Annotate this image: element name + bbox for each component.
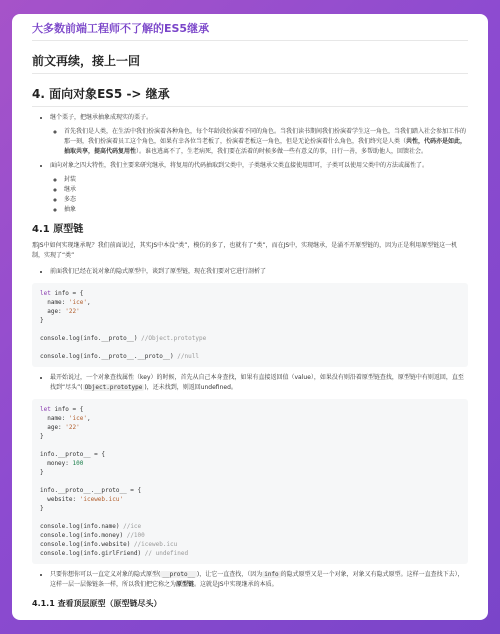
oop-divider — [32, 106, 468, 107]
code-block-2-token-1-0: name: — [40, 415, 69, 422]
heading-preface: 前文再续，接上一回 — [32, 54, 141, 68]
lookup-text-pre: 最开始说过，一个对象查找属性（key）的时候，首先从自己本身查找，如果有直接返回值（value），如果没有则沿着原型链查找，原型链中有则返回，直至找到“尽头”( — [50, 374, 464, 391]
heading-top-prototype: 4.1.1 查看顶层原型（原型链尽头） — [32, 599, 162, 608]
code-block-1-token-1-0: name: — [40, 299, 69, 306]
code-block-2-token-16-1: // undefined — [144, 550, 189, 557]
code-block-2-line-7 — [40, 468, 460, 477]
code-block-1-token-7-0: console.log(info.__proto__.__proto__) — [40, 353, 178, 360]
inline-code-proto: __proto__ — [162, 571, 195, 578]
code-block-1-line-4 — [40, 325, 460, 334]
oop-bullets — [32, 113, 468, 215]
code-block-1-line-3 — [40, 316, 460, 325]
example-subbullets — [50, 127, 468, 157]
code-block-1-token-7-1: //null — [177, 353, 199, 360]
code-block-2-line-4 — [40, 441, 460, 450]
bullet-proto-intro: • 前面我们已经在说对象的隐式原型中，谈到了原型链，现在我们要对它进行剖析了 — [50, 267, 468, 277]
lookup-text-post: )，还未找到，则返回undefined。 — [144, 384, 237, 391]
code-block-1-token-2-1: '22' — [65, 308, 80, 315]
summary-tail: 。这就是JS中实现继承的本质。 — [194, 581, 278, 588]
summary-pre: 只要你想你可以一直定义对象的隐式原型( — [50, 571, 161, 578]
code-block-1-token-1-1: 'ice' — [68, 299, 87, 306]
code-block-1-line-7 — [40, 352, 460, 361]
code-block-2-token-13-0: console.log(info.name) — [40, 523, 124, 530]
code-block-1-token-0-0: let — [40, 290, 51, 297]
code-block-2-line-0 — [40, 405, 460, 414]
code-block-2-token-14-0: console.log(info.money) — [40, 532, 127, 539]
bullet-example: • 继个栗子，把继承抽象成现实的栗子。 ◦ 首先我们是人类，在生活中我们扮演着各种角色，每个年龄段扮演着不同的角色。当我们读书期间我们扮演着学生这一角色，当我们踏入社会参加工作的那一刻，我们扮演着员工这个角色，如果有幸各位当老板了，扮演着老板这一角色，但是无论扮演着什么角色，我们终究是人类（共性，代码亦是如此，抽取共享，提高代码复用性）。谁也逃离不了，生老病死，我们要在活着的时候多做一些有意义的事，日行一善，多帮助他人，回馈社会。 — [50, 113, 468, 157]
code-block-2-token-13-1: //ice — [123, 523, 142, 530]
code-block-2-line-13 — [40, 522, 460, 531]
code-block-1-line-2 — [40, 307, 460, 316]
paragraph-prototype-chain: 那JS中如何实现继承呢？我们前面说过，其实JS中本没“类”，模仿的多了，也就有了“类”，而在JS中，实现继承，是涌不开原型链的，因为正是利用原型链这一机制，实现了“类” — [32, 242, 458, 259]
bullet-proto-chain-summary — [50, 570, 468, 590]
article-card — [12, 14, 488, 620]
code-block-2-line-11 — [40, 504, 460, 513]
code-block-2-token-0-2: info = { — [54, 406, 84, 413]
code-block-1-token-5-1: //Object.prototype — [141, 335, 207, 342]
trait-encapsulation: ◦ 封装 — [64, 175, 468, 185]
code-block-2-token-2-0: age: — [40, 424, 66, 431]
code-block-1-token-3-0: } — [40, 317, 44, 324]
code-block-2-token-15-1: //iceweb.icu — [133, 541, 178, 548]
proto-bullets — [32, 267, 468, 277]
code-block-2-token-5-0: info.__proto__ = { — [40, 451, 106, 458]
code-block-2-token-1-2: , — [86, 415, 91, 422]
code-block-2-line-2 — [40, 423, 460, 432]
code-block-2-token-6-0: money: — [40, 460, 73, 467]
heading-prototype-chain: 4.1 原型链 — [32, 224, 84, 235]
summary-bold: 原型链 — [176, 581, 195, 588]
code-block-2-line-12 — [40, 513, 460, 522]
code-block-2-token-16-0: console.log(info.girlFriend) — [40, 550, 145, 557]
preface-divider — [32, 73, 468, 74]
heading-oop: 4. 面向对象ES5 -> 继承 — [32, 87, 170, 101]
bullet-lookup-rule — [50, 373, 468, 393]
code-block-2-line-15 — [40, 540, 460, 549]
code-block-2-token-7-0: } — [40, 469, 44, 476]
inline-code-info: info — [264, 571, 279, 578]
code-block-2-line-10 — [40, 495, 460, 504]
code-block-1-token-0-2: info = { — [54, 290, 84, 297]
subbullet-human: ◦ 首先我们是人类，在生活中我们扮演着各种角色，每个年龄段扮演着不同的角色。当我们读书期间我们扮演着学生这一角色，当我们踏入社会参加工作的那一刻，我们扮演着员工这个角色，如果有幸各位当老板了，扮演着老板这一角色，但是无论扮演着什么角色，我们终究是人类（共性，代码亦是如此，抽取共享，提高代码复用性）。谁也逃离不了，生老病死，我们要在活着的时候多做一些有意义的事，日行一善，多帮助他人，回馈社会。 — [64, 127, 468, 157]
code-block-2-line-3 — [40, 432, 460, 441]
trait-polymorphism: ◦ 多态 — [64, 195, 468, 205]
code-block-2-line-16 — [40, 549, 460, 558]
code-block-2-token-15-0: console.log(info.website) — [40, 541, 134, 548]
code-block-1-line-1 — [40, 298, 460, 307]
code-block-2-line-8 — [40, 477, 460, 486]
code-block-2-token-0-0: let — [40, 406, 51, 413]
code-block-1-line-6 — [40, 343, 460, 352]
bullet-four-traits: • 面向对象之四大特性，我们主要来研究继承，将复用的代码抽取到父类中，子类继承父类直接使用即可，子类可以使用父类中的方法或属性了。 ◦ 封装 ◦ 继承 ◦ 多态 ◦ 抽象 — [50, 161, 468, 215]
code-block-2-token-6-1: 100 — [72, 460, 84, 467]
code-block-2-line-14 — [40, 531, 460, 540]
traits-list — [50, 175, 468, 215]
code-block-2-token-14-1: //100 — [126, 532, 145, 539]
code-block-1-line-5 — [40, 334, 460, 343]
summary-mid: )，让它一直查找，（因为 — [196, 571, 263, 578]
code-block-2-token-10-0: website: — [40, 496, 80, 503]
code-block-2-token-9-0: info.__proto__.__proto__ = { — [40, 487, 142, 494]
code-block-2-token-2-1: '22' — [65, 424, 80, 431]
code-block-2-line-1 — [40, 414, 460, 423]
code-block-1-token-2-0: age: — [40, 308, 66, 315]
code-block-1-token-5-0: console.log(info.__proto__) — [40, 335, 142, 342]
summary-mid2: 的隐式原型又是一个对象，对象又有隐式原型。这样一直查找下去），这样一层一层像链条一样，所以我们把它称之为 — [50, 571, 464, 588]
code-block-2 — [32, 399, 468, 564]
trait-inheritance: ◦ 继承 — [64, 185, 468, 195]
article-title: 大多数前端工程师不了解的ES5继承 — [32, 22, 210, 35]
trait-abstraction: ◦ 抽象 — [64, 205, 468, 215]
code-block-1 — [32, 283, 468, 367]
title-divider — [32, 40, 468, 41]
code-block-2-token-11-0: } — [40, 505, 44, 512]
lookup-bullets — [32, 373, 468, 393]
code-block-2-token-10-1: 'iceweb.icu' — [79, 496, 124, 503]
code-block-2-line-9 — [40, 486, 460, 495]
code-block-2-token-1-1: 'ice' — [68, 415, 87, 422]
proto-chain-bullets — [32, 570, 468, 590]
code-block-2-line-6 — [40, 459, 460, 468]
code-block-1-line-0 — [40, 289, 460, 298]
code-block-2-token-3-0: } — [40, 433, 44, 440]
code-block-1-token-1-2: , — [86, 299, 91, 306]
inline-code-object-prototype: Object.prototype — [84, 384, 143, 391]
code-block-2-line-5 — [40, 450, 460, 459]
